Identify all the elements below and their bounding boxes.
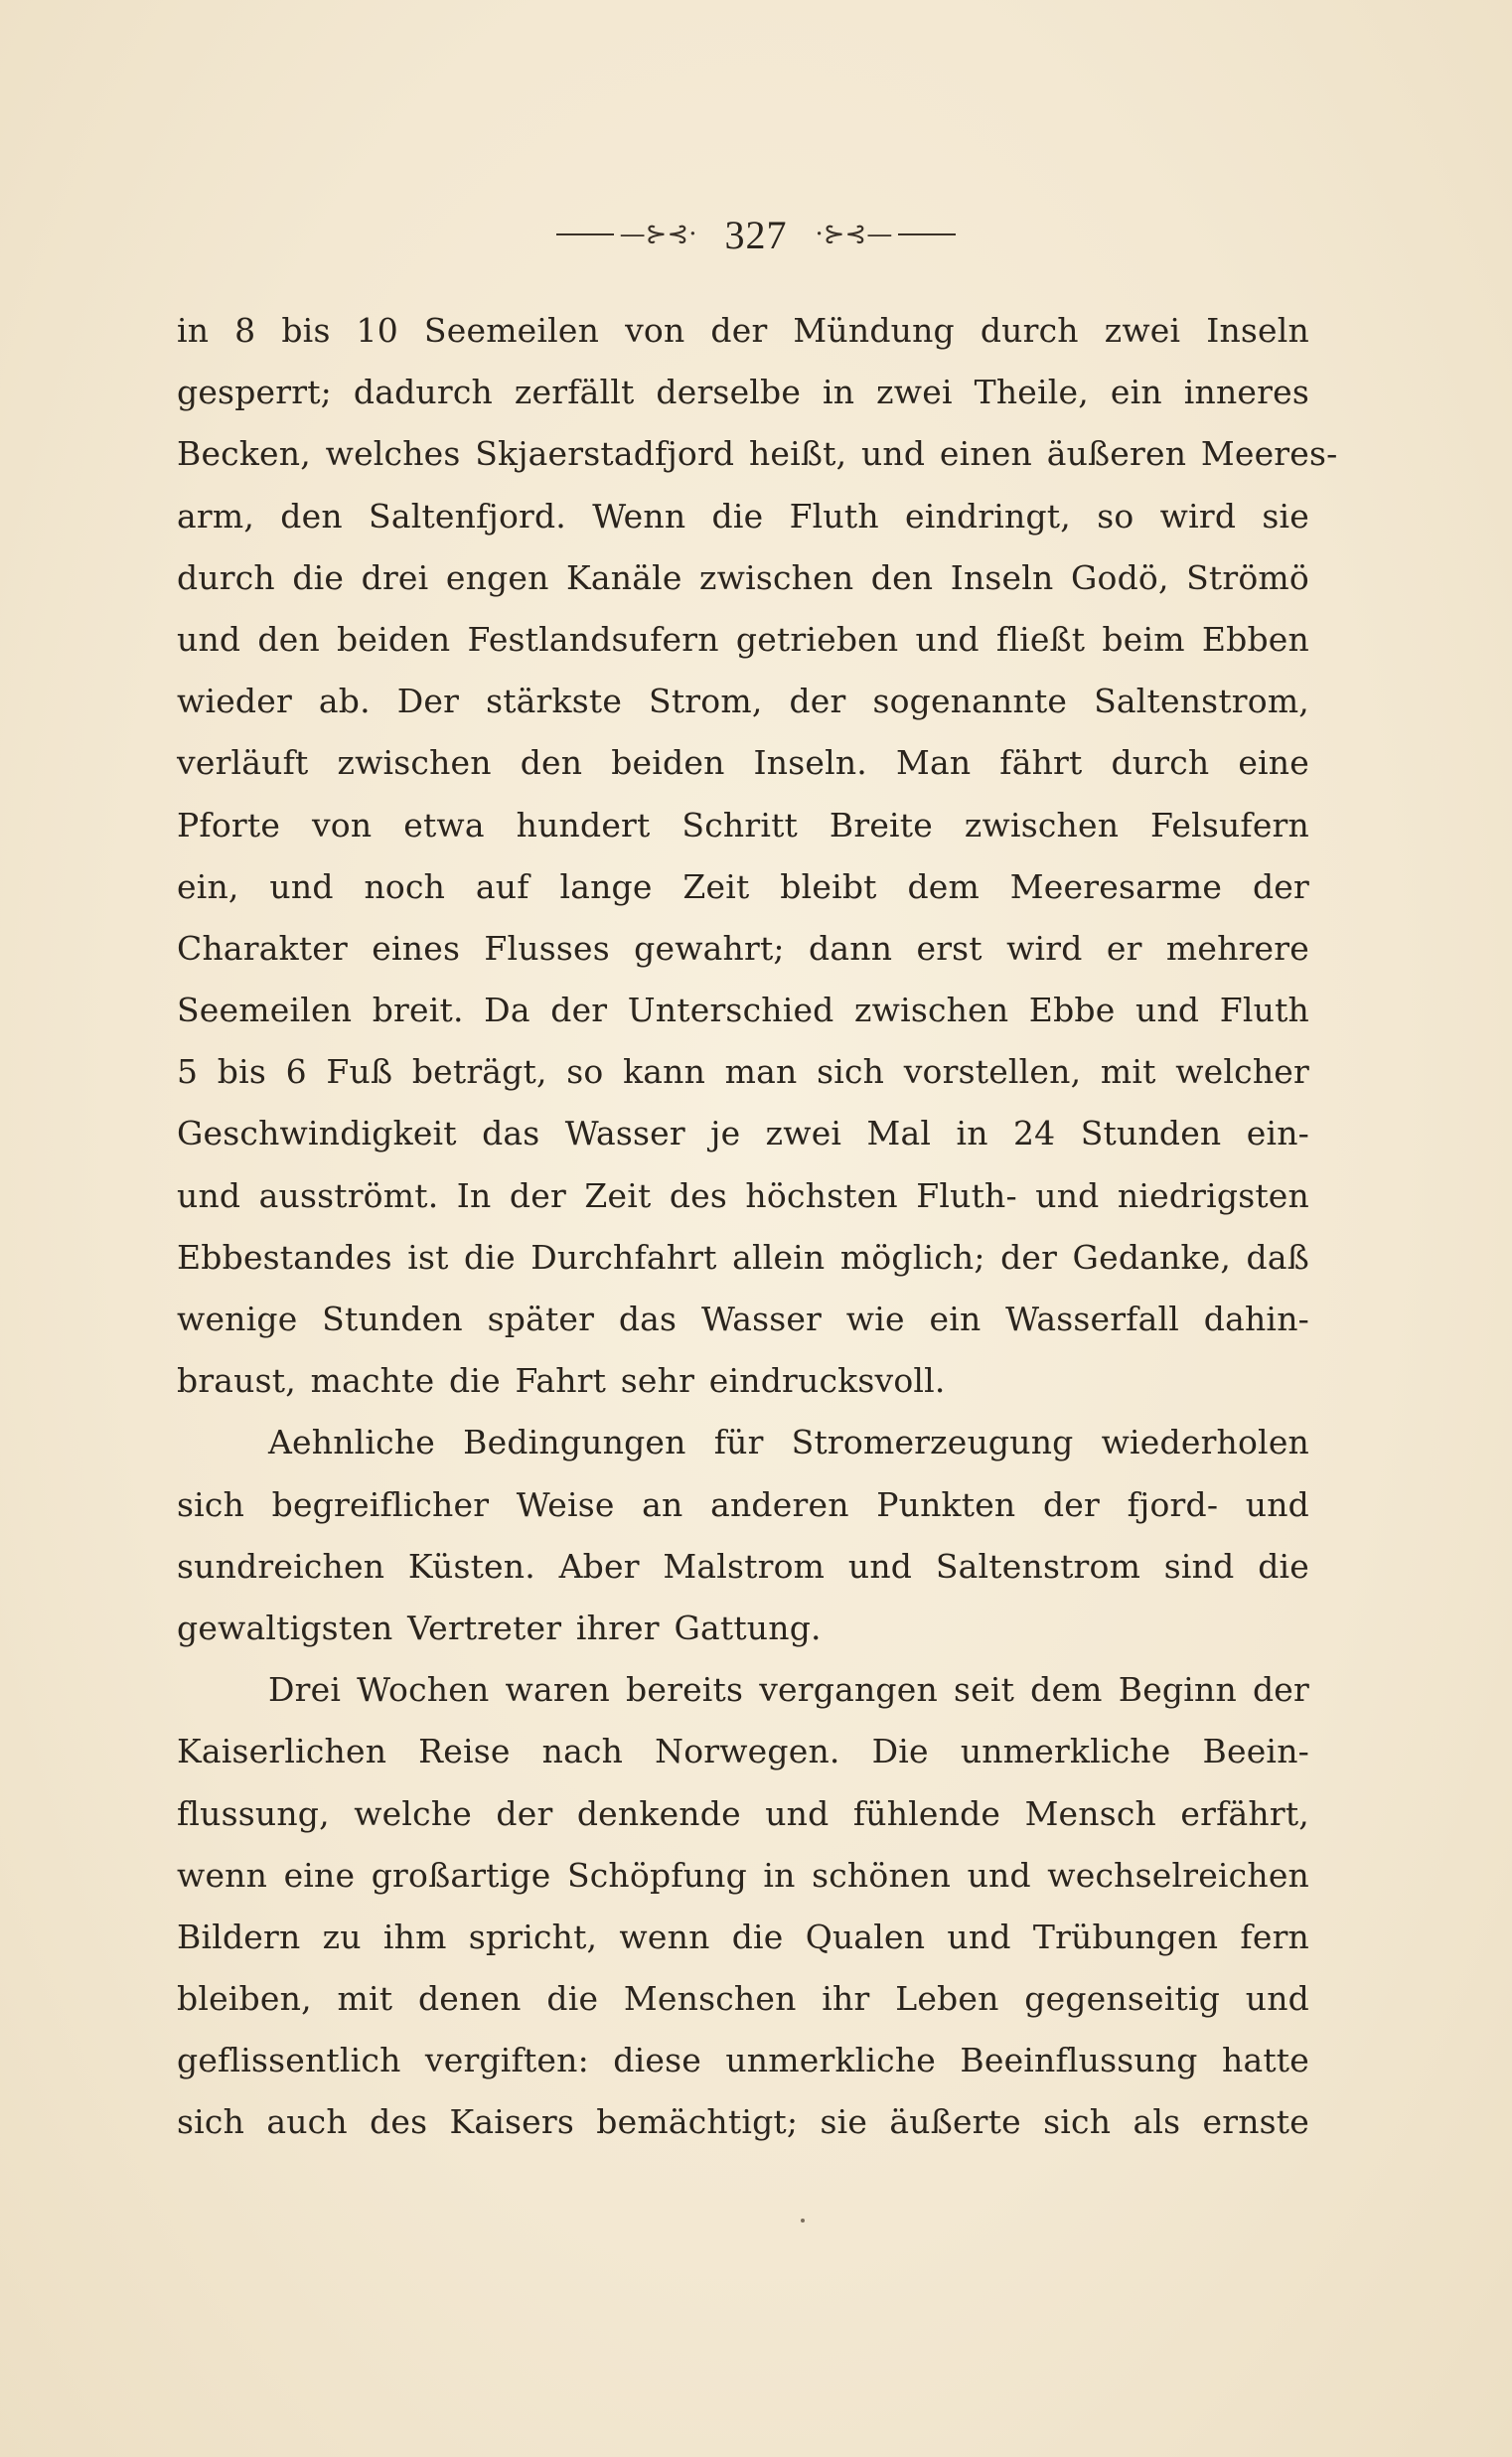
text-line: Kaiserlichen Reise nach Norwegen. Die unmerkliche Beein- — [177, 1732, 1309, 1771]
text-line: und den beiden Festlandsufern getrieben und fließt beim Ebben — [177, 619, 1309, 659]
text-line: geflissentlich vergiften: diese unmerkliche Beeinflussung hatte — [177, 2041, 1309, 2080]
text-line: Becken, welches Skjaerstadfjord heißt, und einen äußeren Meeres- — [177, 434, 1338, 474]
text-line: und ausströmt. In der Zeit des höchsten Fluth- und niedrigsten — [177, 1175, 1309, 1215]
text-line-paragraph-end: gewaltigsten Vertreter ihrer Gattung. — [177, 1608, 822, 1647]
ornament-glyph-left: —⊱⊰· — [619, 220, 697, 249]
text-line: sich begreiflicher Weise an anderen Punkten der fjord- und — [177, 1484, 1309, 1524]
left-ornament — [556, 222, 697, 247]
text-line-paragraph-end: braust, machte die Fahrt sehr eindrucksvoll. — [177, 1361, 946, 1401]
text-line: arm, den Saltenfjord. Wenn die Fluth eindringt, so wird sie — [177, 496, 1309, 536]
text-line: sundreichen Küsten. Aber Malstrom und Saltenstrom sind die — [177, 1546, 1309, 1586]
ornament-rule-right — [898, 233, 956, 235]
text-line: 5 bis 6 Fuß beträgt, so kann man sich vorstellen, mit welcher — [177, 1052, 1309, 1092]
text-line-paragraph-start: Aehnliche Bedingungen für Stromerzeugung wiederholen — [268, 1423, 1309, 1462]
ornament-glyph-right: ·⊱⊰— — [815, 220, 893, 249]
text-line: verläuft zwischen den beiden Inseln. Man fährt durch eine — [177, 743, 1309, 783]
text-line: durch die drei engen Kanäle zwischen den Inseln Godö, Strömö — [177, 557, 1309, 597]
text-line: Geschwindigkeit das Wasser je zwei Mal in 24 Stunden ein- — [177, 1114, 1309, 1153]
text-line: flussung, welche der denkende und fühlende Mensch erfährt, — [177, 1793, 1309, 1833]
text-line: gesperrt; dadurch zerfällt derselbe in zwei Theile, ein inneres — [177, 373, 1309, 412]
text-line: Seemeilen breit. Da der Unterschied zwischen Ebbe und Fluth — [177, 991, 1309, 1030]
text-line: wieder ab. Der stärkste Strom, der sogenannte Saltenstrom, — [177, 682, 1309, 721]
text-line: in 8 bis 10 Seemeilen von der Mündung durch zwei Inseln — [177, 311, 1309, 350]
text-line: Pforte von etwa hundert Schritt Breite zwischen Felsufern — [177, 805, 1309, 845]
text-line: ein, und noch auf lange Zeit bleibt dem Meeresarme der — [177, 866, 1309, 906]
text-line-paragraph-start: Drei Wochen waren bereits vergangen seit dem Beginn der — [268, 1670, 1309, 1710]
text-line: bleiben, mit denen die Menschen ihr Leben gegenseitig und — [177, 1979, 1309, 2019]
text-line: sich auch des Kaisers bemächtigt; sie äußerte sich als ernste — [177, 2102, 1309, 2142]
text-line: Bildern zu ihm spricht, wenn die Qualen und Trübungen fern — [177, 1917, 1309, 1956]
text-line: Charakter eines Flusses gewahrt; dann erst wird er mehrere — [177, 928, 1309, 968]
body-text — [177, 300, 1338, 2154]
right-ornament — [816, 222, 957, 247]
text-line: wenige Stunden später das Wasser wie ein Wasserfall dahin- — [177, 1300, 1309, 1338]
page-number: 327 — [724, 212, 788, 257]
paper-speck — [801, 2219, 805, 2223]
text-line: Ebbestandes ist die Durchfahrt allein möglich; der Gedanke, daß — [177, 1237, 1309, 1277]
ornament-rule-left — [556, 233, 614, 235]
text-line: wenn eine großartige Schöpfung in schönen und wechselreichen — [177, 1855, 1309, 1895]
page-header — [0, 205, 1512, 264]
